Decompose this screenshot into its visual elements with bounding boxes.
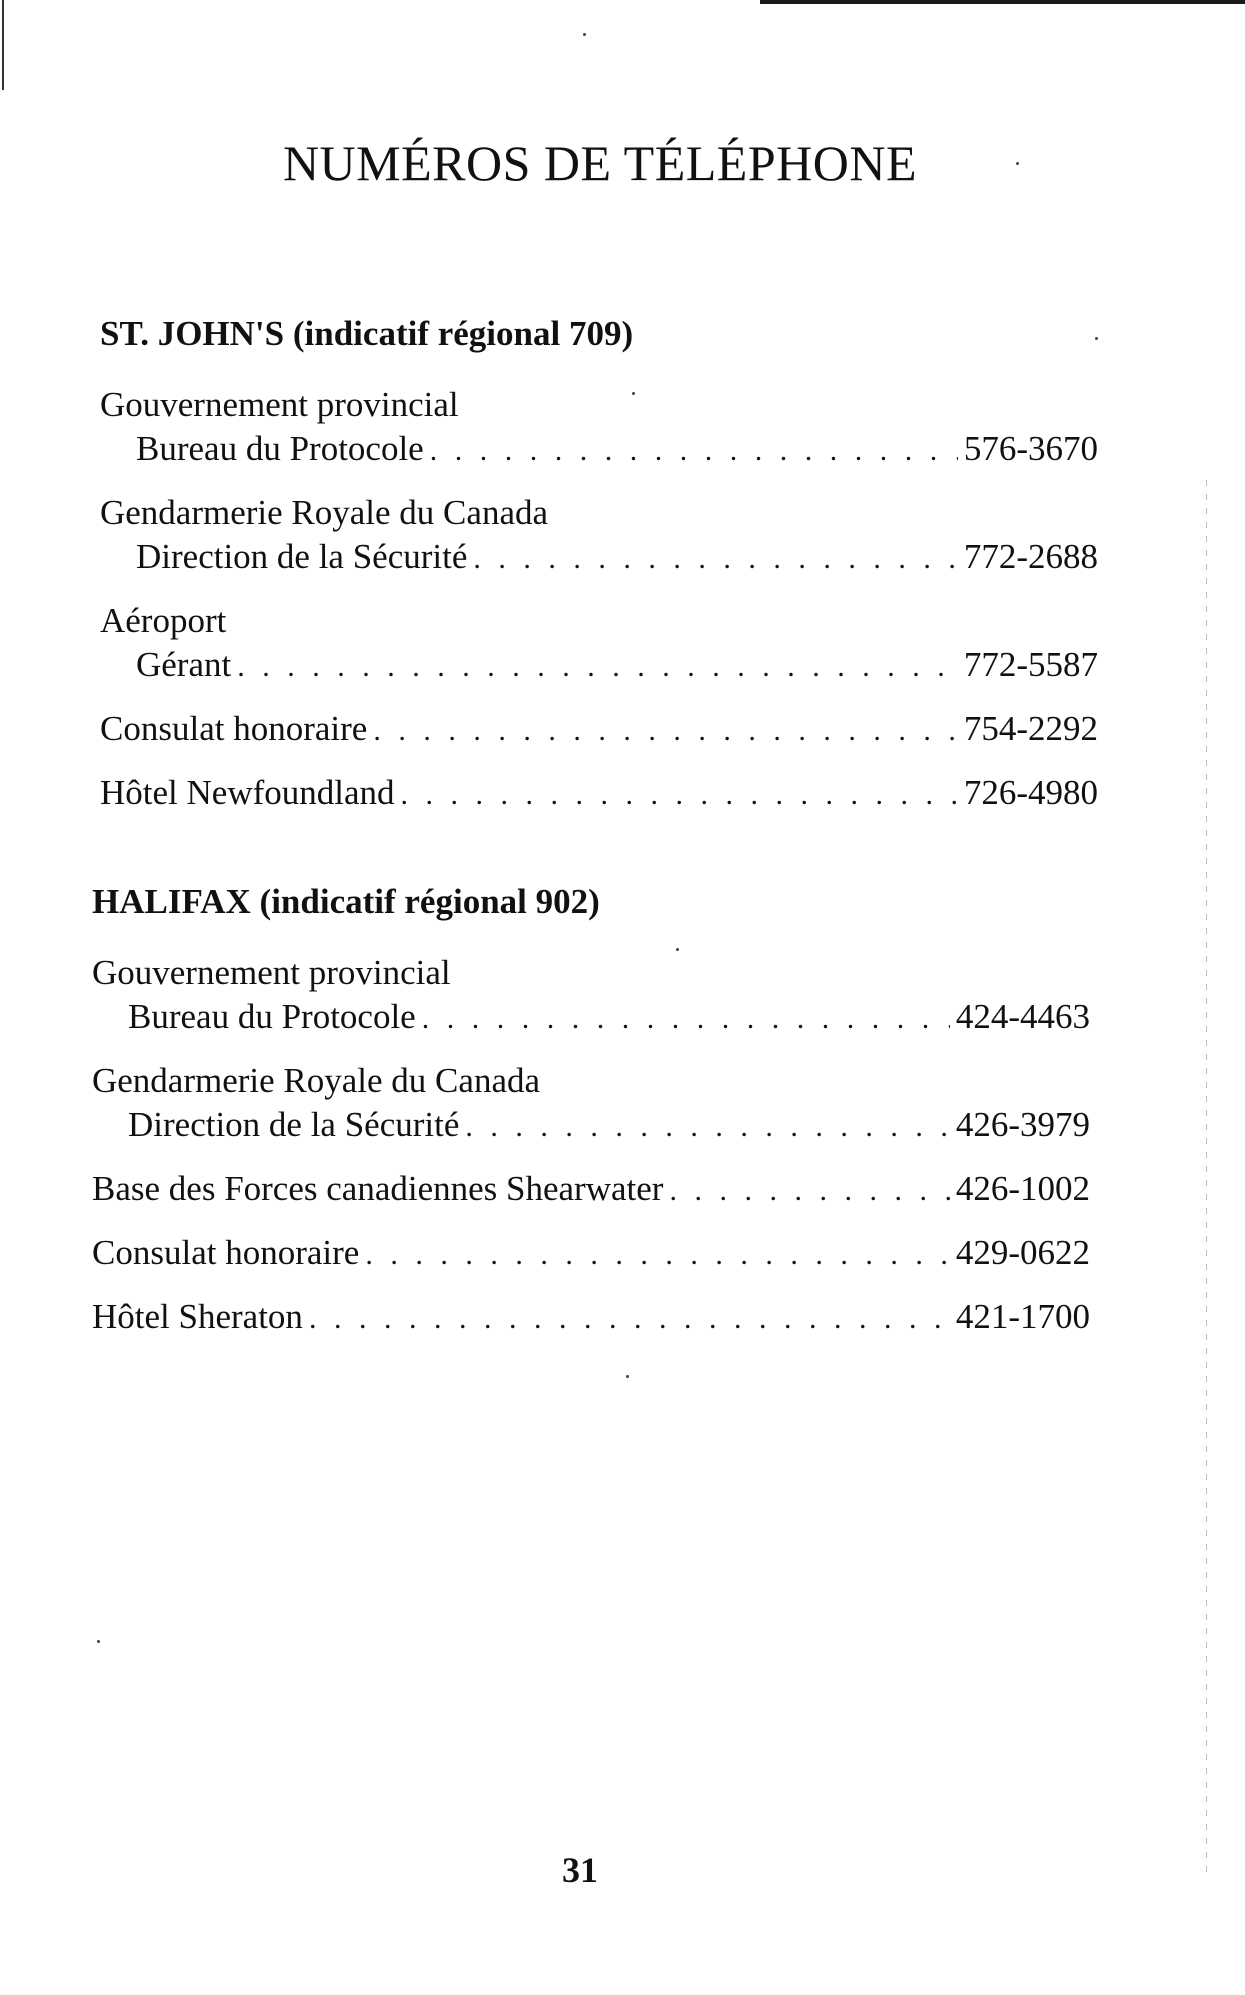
phone-number: 421-1700 xyxy=(955,1297,1090,1336)
scan-edge-top xyxy=(760,0,1245,4)
entry-line xyxy=(92,995,1090,1041)
entry-label: Consulat honoraire xyxy=(92,1233,360,1272)
list-item xyxy=(92,1231,1090,1277)
phone-number: 426-3979 xyxy=(955,1105,1090,1144)
phone-number: 576-3670 xyxy=(963,429,1098,468)
entry-label: Bureau du Protocole xyxy=(136,429,424,468)
phone-number: 754-2292 xyxy=(963,709,1098,748)
list-item xyxy=(92,1167,1090,1213)
entry-label: Consulat honoraire xyxy=(100,709,368,748)
entry-label: Base des Forces canadiennes Shearwater xyxy=(92,1169,664,1208)
dot-leader xyxy=(237,645,958,689)
section-heading: HALIFAX (indicatif régional 902) xyxy=(92,882,600,921)
phone-number: 726-4980 xyxy=(963,773,1098,812)
dot-leader xyxy=(365,1233,950,1277)
dot-leader xyxy=(465,1105,949,1149)
list-item xyxy=(100,707,1098,753)
scan-speck xyxy=(97,1640,100,1643)
list-item xyxy=(100,771,1098,817)
entry-organization: Gouvernement provincial xyxy=(100,385,459,424)
page-title: NUMÉROS DE TÉLÉPHONE xyxy=(282,135,918,191)
entry-label: Direction de la Sécurité xyxy=(128,1105,460,1144)
entry-line xyxy=(100,771,1098,817)
entry-line xyxy=(100,707,1098,753)
phone-number: 426-1002 xyxy=(955,1169,1090,1208)
entry-organization: Gendarmerie Royale du Canada xyxy=(100,493,549,532)
list-item xyxy=(92,951,1090,1041)
entry-label: Direction de la Sécurité xyxy=(136,537,468,576)
list-item xyxy=(92,1295,1090,1341)
entry-line xyxy=(92,1295,1090,1341)
list-item xyxy=(100,383,1098,473)
dot-leader xyxy=(473,537,957,581)
dot-leader xyxy=(373,709,958,753)
phone-number: 429-0622 xyxy=(955,1233,1090,1272)
entry-line xyxy=(92,1231,1090,1277)
dot-leader xyxy=(430,429,958,473)
entry-label: Bureau du Protocole xyxy=(128,997,416,1036)
entry-organization: Gendarmerie Royale du Canada xyxy=(92,1061,541,1100)
scan-speck xyxy=(626,1375,629,1378)
dot-leader xyxy=(422,997,950,1041)
dot-leader xyxy=(401,773,958,817)
page-number: 31 xyxy=(562,1850,598,1890)
section-st-johns xyxy=(100,316,1098,835)
phone-number: 424-4463 xyxy=(955,997,1090,1036)
list-item xyxy=(100,599,1098,689)
phone-number: 772-2688 xyxy=(963,537,1098,576)
entry-line xyxy=(100,535,1098,581)
list-item xyxy=(100,491,1098,581)
entry-label: Hôtel Sheraton xyxy=(92,1297,303,1336)
scan-edge-left xyxy=(2,0,4,90)
entry-organization: Aéroport xyxy=(100,601,227,640)
entry-label: Hôtel Newfoundland xyxy=(100,773,395,812)
entry-organization: Gouvernement provincial xyxy=(92,953,451,992)
phone-number: 772-5587 xyxy=(963,645,1098,684)
dot-leader xyxy=(669,1169,949,1213)
scan-speck xyxy=(583,33,586,36)
entry-line xyxy=(100,643,1098,689)
section-heading: ST. JOHN'S (indicatif régional 709) xyxy=(100,314,634,353)
entry-label: Gérant xyxy=(136,645,232,684)
dot-leader xyxy=(309,1297,950,1341)
scan-edge-right xyxy=(1206,480,1207,1880)
entry-line xyxy=(100,427,1098,473)
section-halifax xyxy=(92,884,1090,1359)
list-item xyxy=(92,1059,1090,1149)
entry-line xyxy=(92,1103,1090,1149)
entry-line xyxy=(92,1167,1090,1213)
